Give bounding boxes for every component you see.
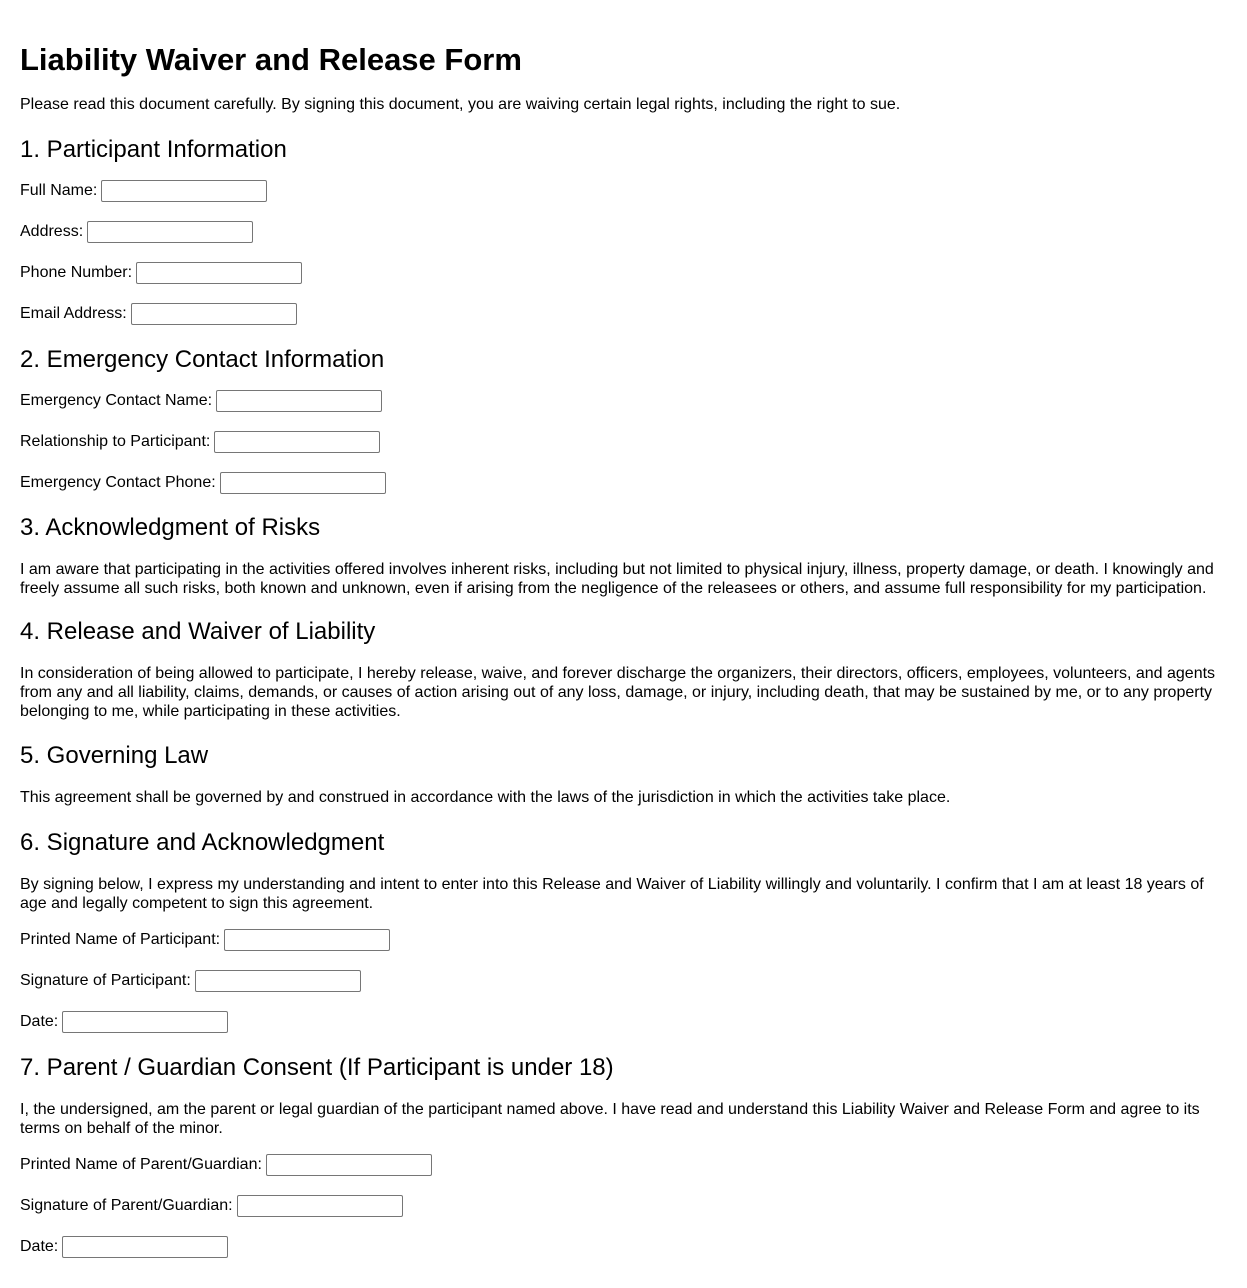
field-participant-date bbox=[20, 1011, 1227, 1033]
address-input[interactable] bbox=[87, 221, 253, 243]
field-phone bbox=[20, 262, 1227, 284]
field-guardian-date bbox=[20, 1236, 1227, 1258]
field-participant-printed-name bbox=[20, 929, 1227, 951]
field-guardian-printed-name bbox=[20, 1154, 1227, 1176]
email-input[interactable] bbox=[131, 303, 297, 325]
relationship-label: Relationship to Participant: bbox=[20, 433, 211, 450]
field-emergency-name bbox=[20, 390, 1227, 412]
law-text: This agreement shall be governed by and construed in accordance with the laws of the jurisdiction in which the activities take place. bbox=[20, 789, 951, 806]
participant-signature-input[interactable] bbox=[195, 970, 361, 992]
full-name-label: Full Name: bbox=[20, 182, 98, 199]
emergency-phone-label: Emergency Contact Phone: bbox=[20, 474, 216, 491]
phone-input[interactable] bbox=[136, 262, 302, 284]
email-label: Email Address: bbox=[20, 305, 127, 322]
field-guardian-signature bbox=[20, 1195, 1227, 1217]
field-participant-signature bbox=[20, 970, 1227, 992]
field-full-name bbox=[20, 180, 1227, 202]
guardian-date-label: Date: bbox=[20, 1238, 59, 1255]
guardian-printed-name-input[interactable] bbox=[266, 1154, 432, 1176]
signature-text: By signing below, I express my understanding and intent to enter into this Release and Waiver of Liability willingly and voluntarily. I confirm that I am at least 18 years of age and legally competent to sign this agreement. bbox=[20, 876, 1204, 912]
emergency-name-label: Emergency Contact Name: bbox=[20, 392, 213, 409]
field-email bbox=[20, 303, 1227, 325]
field-address bbox=[20, 221, 1227, 243]
participant-printed-name-label: Printed Name of Participant: bbox=[20, 931, 221, 948]
field-emergency-phone bbox=[20, 472, 1227, 494]
guardian-signature-input[interactable] bbox=[237, 1195, 403, 1217]
section-heading-signature: 6. Signature and Acknowledgment bbox=[20, 829, 385, 856]
section-heading-guardian: 7. Parent / Guardian Consent (If Participant is under 18) bbox=[20, 1054, 614, 1081]
address-label: Address: bbox=[20, 223, 84, 240]
section-heading-participant: 1. Participant Information bbox=[20, 136, 287, 163]
section-heading-risks: 3. Acknowledgment of Risks bbox=[20, 514, 321, 541]
risks-text: I am aware that participating in the activities offered involves inherent risks, including but not limited to physical injury, illness, property damage, or death. I knowingly and freely assume all such risks, both known and unknown, even if arising from the negligence of the releasees or others, and assume full responsibility for my participation. bbox=[20, 561, 1214, 597]
guardian-date-input[interactable] bbox=[62, 1236, 228, 1258]
release-text: In consideration of being allowed to participate, I hereby release, waive, and forever discharge the organizers, their directors, officers, employees, volunteers, and agents from any and all liability, claims, demands, or causes of action arising out of any loss, damage, or injury, including death, that may be sustained by me, or to any property belonging to me, while participating in these activities. bbox=[20, 665, 1216, 720]
participant-date-label: Date: bbox=[20, 1013, 59, 1030]
guardian-signature-label: Signature of Parent/Guardian: bbox=[20, 1197, 233, 1214]
participant-signature-label: Signature of Participant: bbox=[20, 972, 191, 989]
field-relationship bbox=[20, 431, 1227, 453]
intro-text: Please read this document carefully. By signing this document, you are waiving certain legal rights, including the right to sue. bbox=[20, 96, 901, 113]
participant-printed-name-input[interactable] bbox=[224, 929, 390, 951]
guardian-text: I, the undersigned, am the parent or legal guardian of the participant named above. I have read and understand this Liability Waiver and Release Form and agree to its terms on behalf of the minor. bbox=[20, 1101, 1200, 1137]
full-name-input[interactable] bbox=[101, 180, 267, 202]
section-heading-emergency: 2. Emergency Contact Information bbox=[20, 346, 385, 373]
emergency-name-input[interactable] bbox=[216, 390, 382, 412]
page-title: Liability Waiver and Release Form bbox=[20, 42, 522, 77]
emergency-phone-input[interactable] bbox=[220, 472, 386, 494]
section-heading-law: 5. Governing Law bbox=[20, 742, 209, 769]
phone-label: Phone Number: bbox=[20, 264, 133, 281]
section-heading-release: 4. Release and Waiver of Liability bbox=[20, 618, 376, 645]
guardian-printed-name-label: Printed Name of Parent/Guardian: bbox=[20, 1156, 262, 1173]
participant-date-input[interactable] bbox=[62, 1011, 228, 1033]
relationship-input[interactable] bbox=[214, 431, 380, 453]
